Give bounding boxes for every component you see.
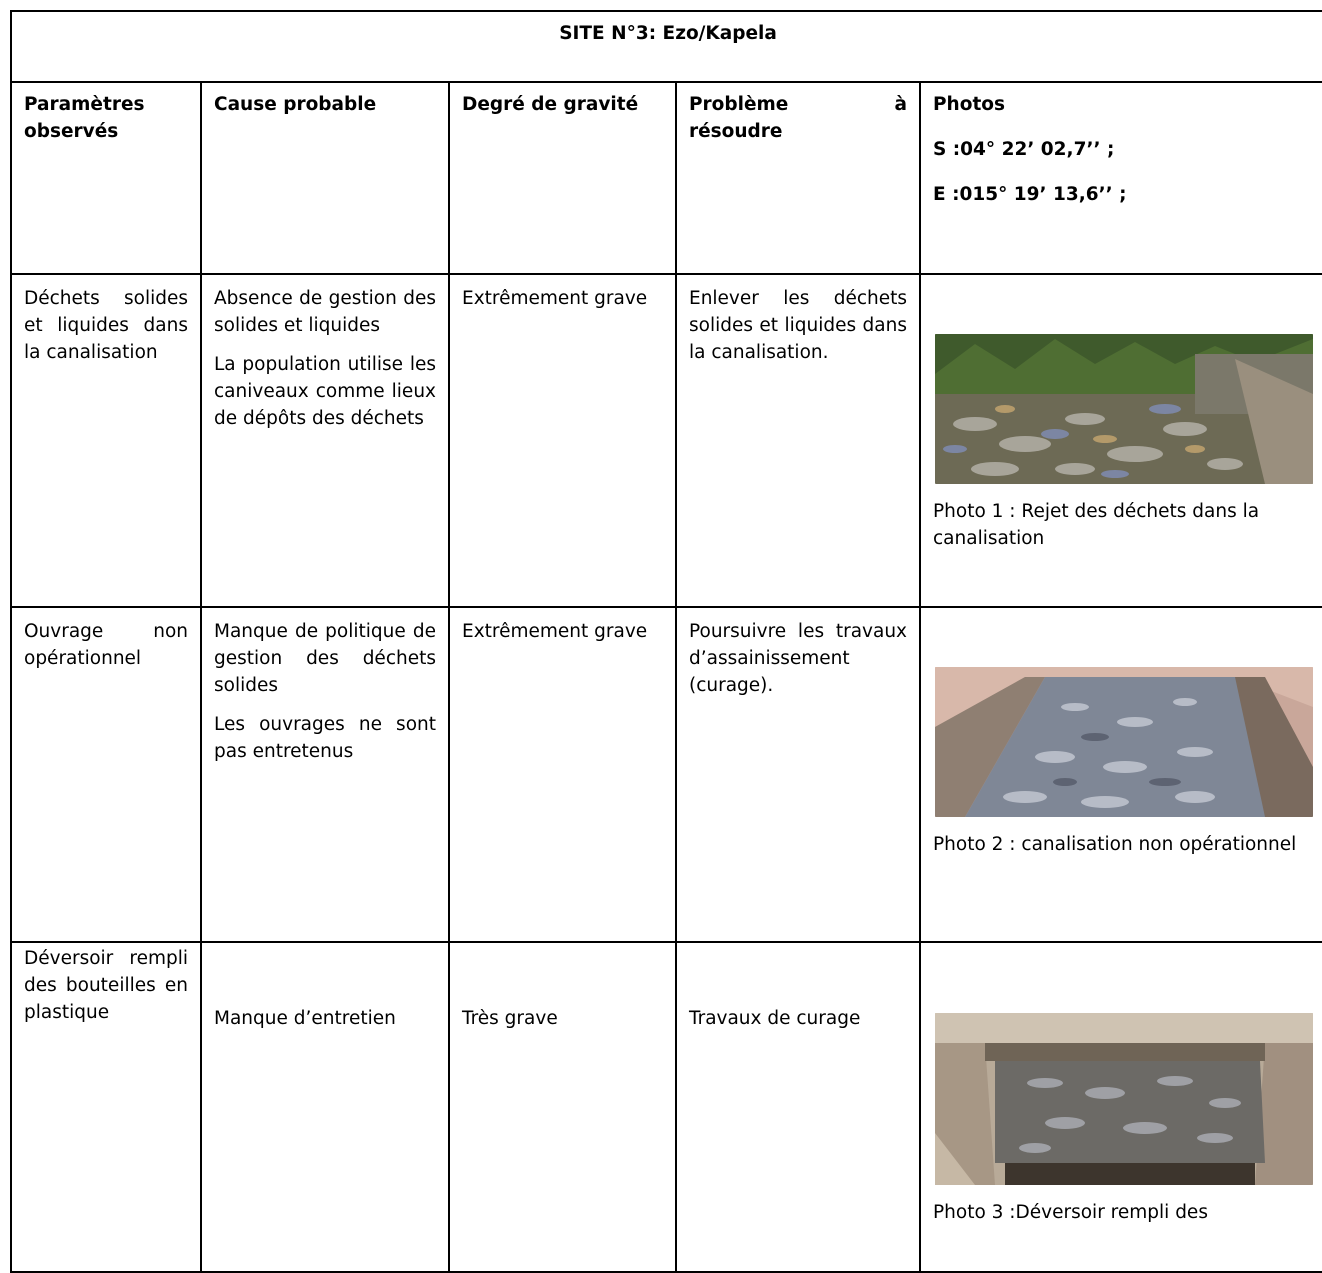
photos-label: Photos: [933, 94, 1006, 115]
header-photos: [920, 82, 1322, 274]
cell-gravity: Extrêmement grave: [449, 274, 676, 607]
cell-photo: [920, 942, 1322, 1272]
photo-caption: Photo 2 : canalisation non opérationnel: [933, 834, 1297, 855]
header-gravity: Degré de gravité: [449, 82, 676, 274]
cell-problem: Enlever les déchets solides et liquides dans la canalisation.: [676, 274, 920, 607]
cell-cause: Absence de gestion des solides et liquides La population utilise les caniveaux comme lieux de dépôts des déchets: [201, 274, 449, 607]
cell-cause: Manque de politique de gestion des déchets solides Les ouvrages ne sont pas entretenus: [201, 607, 449, 942]
table-row: [11, 942, 1322, 1272]
photo-canal-waste: [935, 334, 1313, 484]
header-problem: Problème à résoudre: [676, 82, 920, 274]
cell-photo: [920, 607, 1322, 942]
assessment-table: [10, 10, 1322, 1273]
header-params: Paramètres observés: [11, 82, 201, 274]
cell-problem: Travaux de curage: [676, 942, 920, 1272]
cell-gravity: Extrêmement grave: [449, 607, 676, 942]
photo-caption: Photo 3 :Déversoir rempli des: [933, 1202, 1208, 1223]
coordinate-south: S :04° 22’ 02,7’’ ;: [933, 139, 1115, 160]
title-row: [11, 11, 1322, 82]
cell-params: Déversoir rempli des bouteilles en plastique: [11, 942, 201, 1272]
cell-problem: Poursuivre les travaux d’assainissement (curage).: [676, 607, 920, 942]
cell-photo: [920, 274, 1322, 607]
table-row: [11, 607, 1322, 942]
table-row: [11, 274, 1322, 607]
header-row: [11, 82, 1322, 274]
photo-canal-not-operational: [935, 667, 1313, 817]
header-cause: Cause probable: [201, 82, 449, 274]
coordinate-east: E :015° 19’ 13,6’’ ;: [933, 184, 1127, 205]
cell-params: Ouvrage non opérationnel: [11, 607, 201, 942]
photo-caption: Photo 1 : Rejet des déchets dans la canalisation: [933, 501, 1260, 549]
cell-gravity: Très grave: [449, 942, 676, 1272]
site-title: SITE N°3: Ezo/Kapela: [11, 11, 1322, 82]
cell-params: Déchets solides et liquides dans la canalisation: [11, 274, 201, 607]
cell-cause: Manque d’entretien: [201, 942, 449, 1272]
photo-overflow-weir: [935, 1013, 1313, 1185]
